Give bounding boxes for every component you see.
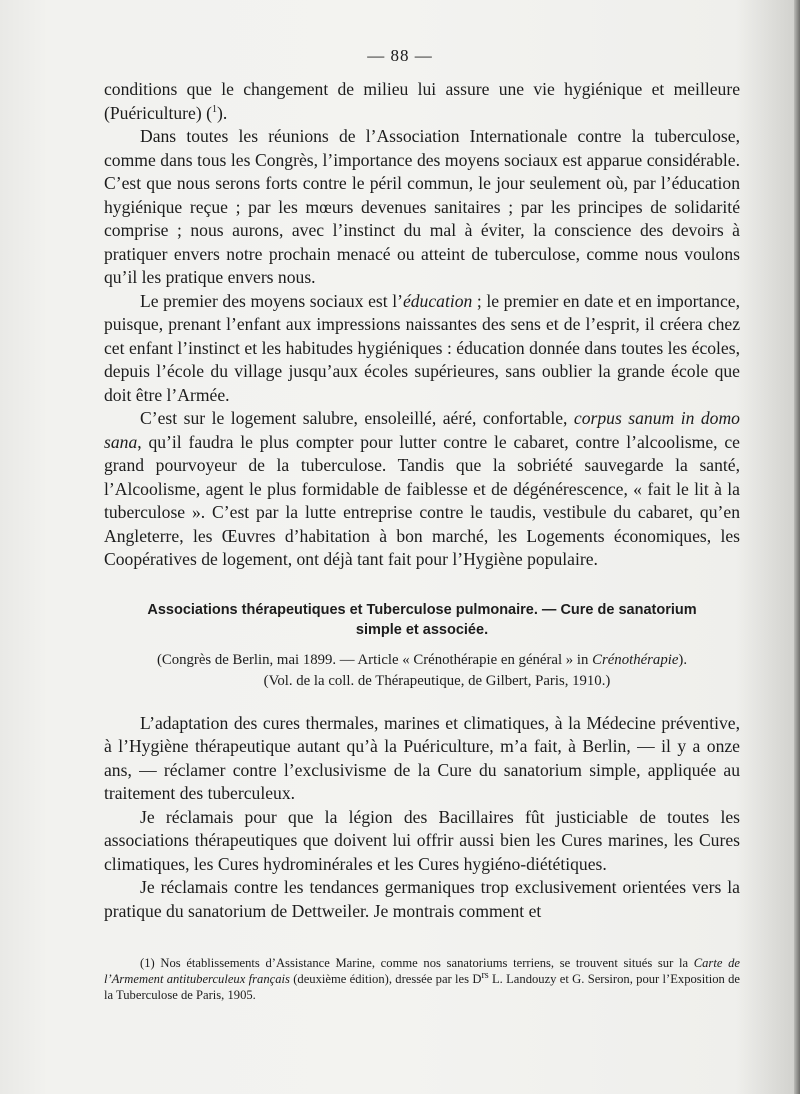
paragraph-3: Le premier des moyens sociaux est l’éducation ; le premier en date et en importance, puisque, prenant l’enfant aux impressions naissantes des sens et de l’esprit, il créera chez cet enfant l’instinct et les habitudes hygiéniques : éducation donnée dans toutes les écoles, depuis l’école du village jusqu’aux écoles supérieures, sans oublier la grande école que doit être l’Armée. <box>104 290 740 405</box>
page-number: — 88 — <box>367 46 433 65</box>
paragraph-5: L’adaptation des cures thermales, marines et climatiques, à la Médecine préventive, à l’Hygiène thérapeutique autant qu’à la Puériculture, m’a fait, à Berlin, — il y a onze ans, — réclamer contre l’exclusivisme de la Cure du sanatorium simple, appliquée au traitement des tuberculeux. <box>104 712 740 803</box>
section-heading: Associations thérapeutiques et Tuberculose pulmonaire. — Cure de sanatorium simple et associée. <box>147 601 697 638</box>
footnote-ref: 1 <box>211 103 217 115</box>
paragraph-6: Je réclamais pour que la légion des Bacillaires fût justiciable de toutes les associations thérapeutiques que doivent lui offrir aussi bien les Cures marines, les Cures climatiques, les Cures hydrominérales et les Cures hygiéno-diététiques. <box>104 806 740 874</box>
paragraph-2: Dans toutes les réunions de l’Association Internationale contre la tuberculose, comme dans tous les Congrès, l’importance des moyens sociaux est apparue considérable. C’est que nous serons forts contre le péril commun, le jour seulement où, par l’éducation hygiénique reçue ; par les mœurs devenues sanitaires ; par les principes de solidarité comprise ; nous aurons, avec l’instinct du mal à éviter, la conscience des devoirs à pratiquer envers notre prochain menacé ou atteint de tuberculose, comme nous voulons qu’il les pratique envers nous. <box>104 126 740 287</box>
paragraph-4: C’est sur le logement salubre, ensoleillé, aéré, confortable, corpus sanum in domo sana, qu’il faudra le plus compter pour lutter contre le cabaret, contre l’alcoolisme, ce grand pourvoyeur de la tuberculose. Tandis que la sobriété sauvegarde la santé, l’Alcoolisme, agent le plus formidable de faiblesse et de dégénérescence, « fait le lit à la tuberculose ». C’est par la lutte entreprise contre le taudis, vestibule du cabaret, qu’en Angleterre, les Œuvres d’habitation à bon marché, les Logements économiques, les Coopératives de logement, ont déjà tant fait pour l’Hygiène populaire. <box>104 408 740 569</box>
bibliographic-reference: (Congrès de Berlin, mai 1899. — Article « Crénothérapie en général » in Crénothérapie). (Vol. de la coll. de Thérapeutique, de Gilbert, Paris, 1910.) <box>156 651 688 689</box>
main-text <box>104 78 740 923</box>
page-edge-shadow <box>794 0 800 1094</box>
paragraph-1: conditions que le changement de milieu lui assure une vie hygiénique et meilleure (Puériculture) ($^1$). <box>104 79 740 123</box>
paragraph-7: Je réclamais contre les tendances germaniques trop exclusivement orientées vers la pratique du sanatorium de Dettweiler. Je montrais comment et <box>104 877 740 921</box>
footnote: (1) Nos établissements d’Assistance Marine, comme nos sanatoriums terriens, se trouvent situés sur la Carte de l’Armement antituberculeux français (deuxième édition), dressée par les $D^{rs}$ L. Landouzy et G. Sersiron, pour l’Exposition de la Tuberculose de Paris, 1905. <box>104 956 740 1002</box>
footnote-marker: (1) <box>140 956 155 970</box>
